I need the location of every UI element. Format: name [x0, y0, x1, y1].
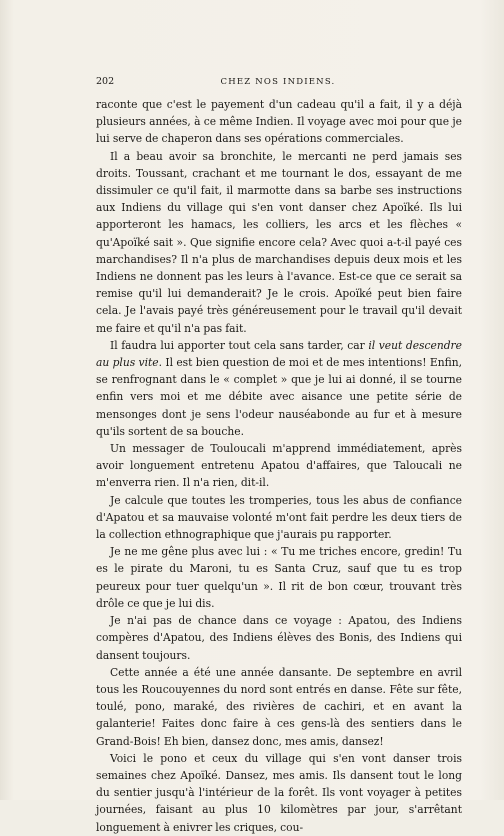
paragraph-text: . Il est bien question de moi et de mes intentions! Enfin, se renfrognant dans le « complet » que je lui ai donné, il se tourne enfin vers moi et me débite avec aisance une petite série de mensonges dont je sens l'odeur nauséabonde au fur et à mesure qu'ils sortent de sa bouche. [96, 356, 462, 438]
paragraph: Cette année a été une année dansante. De septembre en avril tous les Roucouyennes du nord sont entrés en danse. Fête sur fête, toulé, pono, maraké, des rivières de cachiri, et en avant la galanterie! Faites donc faire à ces gens-là des sentiers dans le Grand-Bois! Eh bien, dansez donc, mes amis, dansez! [96, 665, 462, 748]
page-header [96, 75, 460, 89]
italic-phrase: il veut descendre au plus vite [96, 338, 462, 370]
paragraph [96, 337, 462, 440]
page-number: 202 [96, 76, 115, 87]
paragraph: Voici le pono et ceux du village qui s'en vont danser trois semaines chez Apoïké. Dansez, mes amis. Ils dansent tout le long du sentier jusqu'à l'intérieur de la forêt. Ils vont voyager à petites journées, faisant au plus 10 kilomètres par jour, s'arrêtant longuement à enivrer les criques, cou- [96, 751, 462, 834]
paragraph: Un messager de Touloucali m'apprend immédiatement, après avoir longuement entretenu Apatou d'affaires, que Taloucali ne m'enverra rien. Il n'a rien, dit-il. [96, 442, 462, 490]
paragraph-text: Il faudra lui apporter tout cela sans tarder, car [110, 338, 369, 352]
body-text [96, 96, 462, 836]
paragraph: Je n'ai pas de chance dans ce voyage : Apatou, des Indiens compères d'Apatou, des Indiens élèves des Bonis, des Indiens qui dansent toujours. [96, 614, 462, 662]
paragraph: Je calcule que toutes les tromperies, tous les abus de confiance d'Apatou et sa mauvaise volonté m'ont fait perdre les deux tiers de la collection ethnographique que j'aurais pu rapporter. [96, 493, 462, 542]
paragraph: Il a beau avoir sa bronchite, le mercanti ne perd jamais ses droits. Toussant, crachant et me tournant le dos, essayant de me dissimuler ce qu'il fait, il marmotte dans sa barbe ses instructions aux Indiens du village qui s'en vont danser chez Apoïké. Ils lui apporteront les hamacs, les colliers, les arcs et les flèches « qu'Apoïké sait ». Que signifie encore cela? Avec quoi a-t-il payé ces marchandises? Il n'a plus de marchandises depuis deux mois et les Indiens ne donnent pas les leurs à l'avance. Est-ce que ce serait sa remise qu'il lui demanderait? Je le crois. Apoïké peut bien faire cela. Je l'avais payé très généreusement pour le travail qu'il devait me faire et qu'il n'a pas fait. [96, 149, 462, 335]
paragraph: Je ne me gêne plus avec lui : « Tu me triches encore, gredin! Tu es le pirate du Maroni, tu es Santa Cruz, sauf que tu es trop peureux pour tuer quelqu'un ». Il rit de bon cœur, trouvant très drôle ce que je lui dis. [96, 545, 462, 610]
paragraph-continued: raconte que c'est le payement d'un cadeau qu'il a fait, il y a déjà plusieurs années, à ce même Indien. Il voyage avec moi pour que je lui serve de chaperon dans ses opérations commerciales. [96, 98, 462, 146]
running-title: CHEZ NOS INDIENS. [220, 77, 336, 87]
